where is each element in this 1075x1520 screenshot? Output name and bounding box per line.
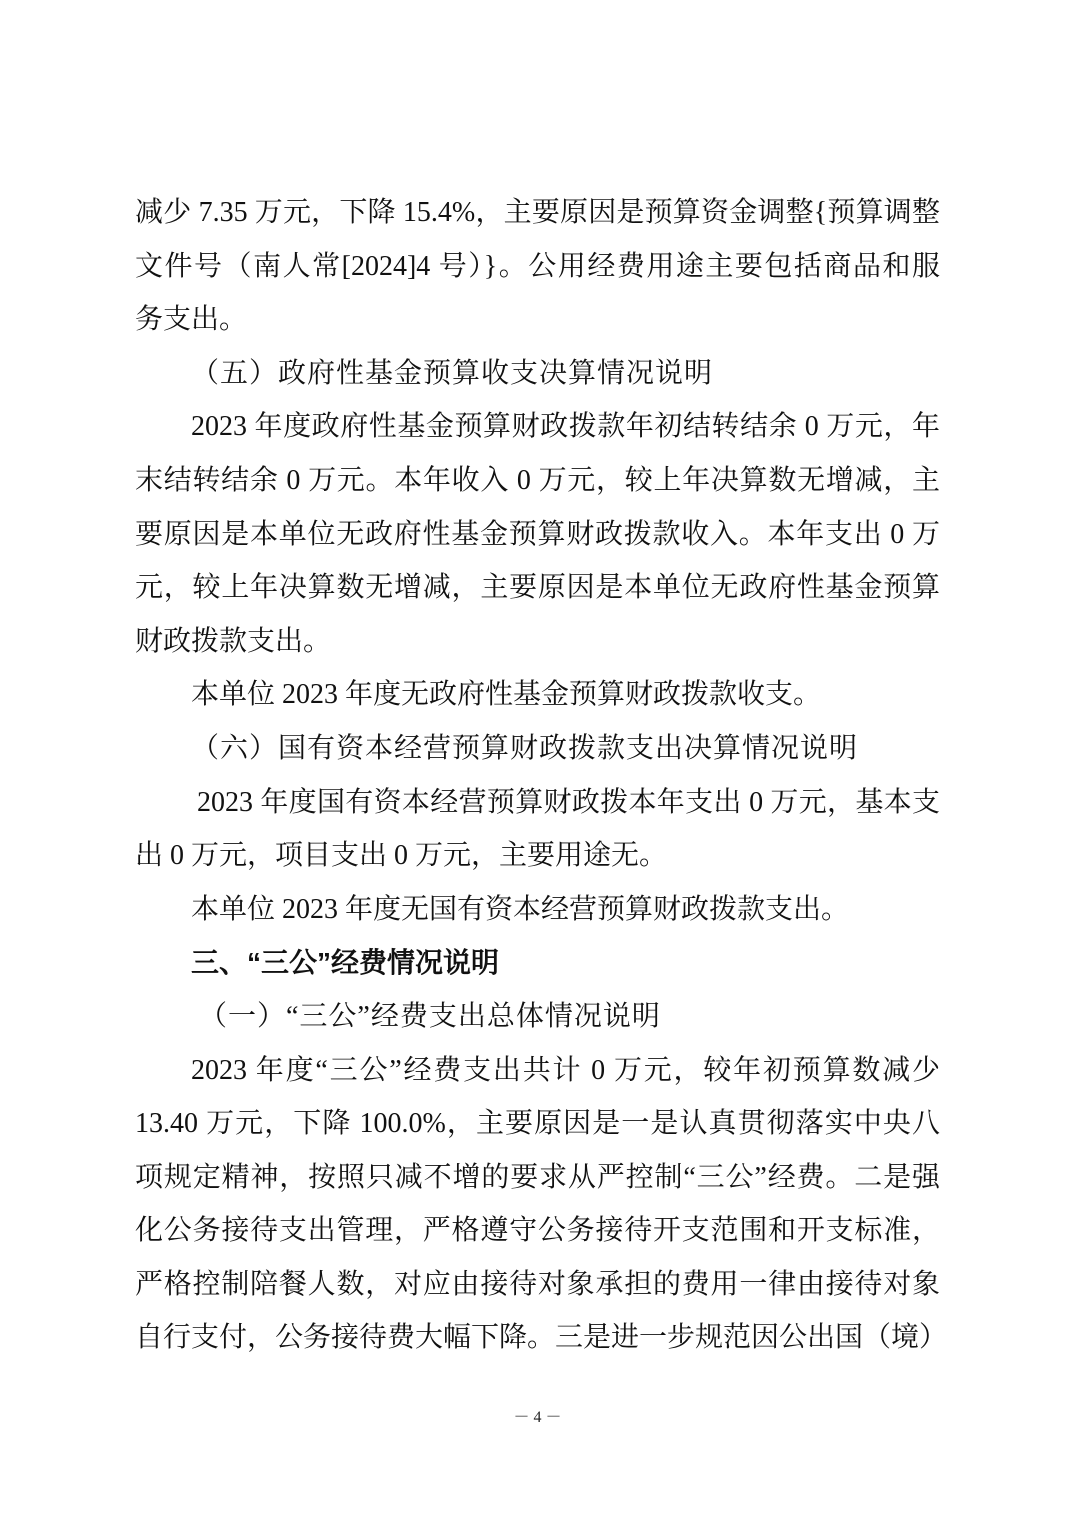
part-heading: 三、“三公”经费情况说明 [191, 947, 500, 979]
subsection-heading: （一）“三公”经费支出总体情况说明 [199, 1000, 661, 1032]
text-line: 严格控制陪餐人数，对应由接待对象承担的费用一律由接待对象 [135, 1268, 940, 1300]
section-heading: （五）政府性基金预算收支决算情况说明 [191, 357, 714, 389]
text-line: 元，较上年决算数无增减，主要原因是本单位无政府性基金预算 [135, 572, 940, 604]
paragraph [135, 1044, 948, 1366]
text-line: 末结转结余 0 万元。本年收入 0 万元，较上年决算数无增减，主 [135, 464, 940, 496]
text-line: 本单位 2023 年度无政府性基金预算财政拨款收支。 [191, 679, 822, 711]
text-line: 出 0 万元，项目支出 0 万元，主要用途无。 [135, 840, 668, 872]
text-line: 本单位 2023 年度无国有资本经营预算财政拨款支出。 [191, 893, 850, 925]
text-line: 13.40 万元，下降 100.0%，主要原因是一是认真贯彻落实中央八 [135, 1108, 940, 1140]
text-line: 2023 年度政府性基金预算财政拨款年初结转结余 0 万元，年 [191, 411, 940, 443]
text-line: 2023 年度国有资本经营预算财政拨本年支出 0 万元，基本支 [197, 786, 940, 818]
paragraph [135, 883, 940, 937]
text-line: 化公务接待支出管理，严格遵守公务接待开支范围和开支标准， [135, 1215, 940, 1247]
text-line: 财政拨款支出。 [135, 625, 332, 657]
section-five [135, 347, 940, 722]
paragraph [135, 668, 940, 722]
section-six [135, 722, 940, 936]
document-body [135, 186, 948, 1365]
text-line: 自行支付，公务接待费大幅下降。三是进一步规范因公出国（境） [135, 1322, 948, 1354]
subsection-one [135, 990, 948, 1365]
paragraph [135, 776, 940, 883]
text-line: 务支出。 [135, 304, 248, 336]
text-line: 项规定精神，按照只减不增的要求从严控制“三公”经费。二是强 [135, 1161, 940, 1193]
part-three [135, 936, 948, 1365]
text-line: 减少 7.35 万元，下降 15.4%，主要原因是预算资金调整{预算调整 [135, 197, 940, 228]
section-heading: （六）国有资本经营预算财政拨款支出决算情况说明 [191, 732, 859, 764]
carryover-paragraph [135, 186, 940, 347]
page-number: － 4 － [513, 1409, 562, 1426]
text-line: 要原因是本单位无政府性基金预算财政拨款收入。本年支出 0 万 [135, 518, 940, 550]
paragraph [135, 400, 940, 668]
text-line: 2023 年度“三公”经费支出共计 0 万元，较年初预算数减少 [191, 1054, 940, 1086]
text-line: 文件号（南人常[2024]4 号）}。公用经费用途主要包括商品和服 [135, 250, 940, 282]
